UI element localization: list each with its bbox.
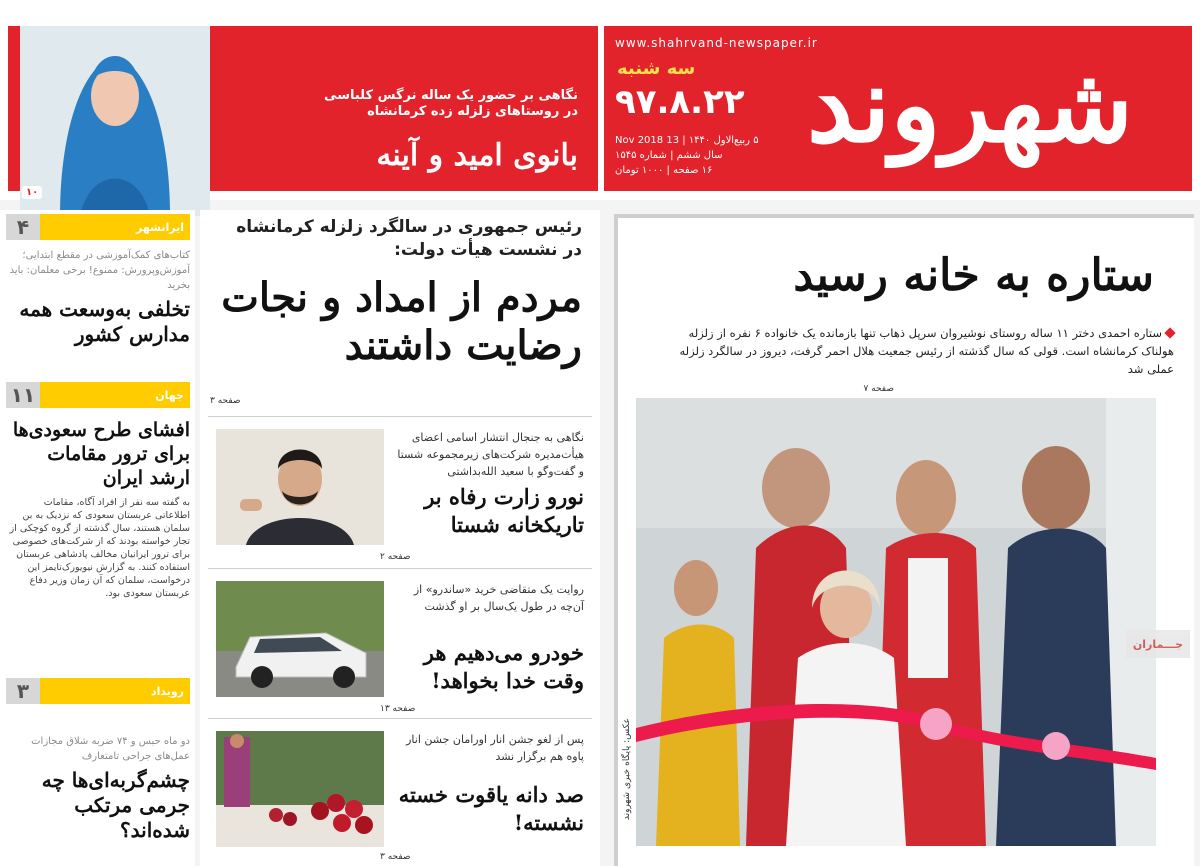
teaser-subtitle-line: نگاهی بر حضور یک ساله نرگس کلباسی [324, 88, 578, 103]
feature-lede-text: ستاره احمدی دختر ۱۱ ساله روستای نوشیروان سرپل ذهاب تنها بازمانده یک خانواده ۶ نفره از زلزله هولناک کرمانشاه است. قولی که سال گذشته از رئیس جمعیت هلال احمر گرفت، دیروز در سالگرد زلزله عملی شد [679, 326, 1174, 376]
story-card[interactable] [208, 416, 592, 566]
section-kicker: دو ماه حبس و ۷۴ ضربه شلاق مجازات عمل‌های جراحی تامتعارف [31, 736, 190, 762]
sidebar-section-world[interactable] [6, 382, 190, 600]
lead-headline-line: رضایت داشتند [344, 322, 582, 369]
man-portrait-image [216, 429, 384, 545]
photo-credit: عکس: پایگاه خبری شهروند [622, 718, 632, 821]
section-header [6, 214, 190, 240]
teaser-photo [20, 26, 210, 216]
lead-headline[interactable] [212, 274, 582, 370]
feature-lede [674, 324, 1174, 378]
story-headline[interactable]: صد دانه یاقوت خسته نشسته! [398, 782, 584, 835]
lead-page-ref[interactable]: صفحه ۳ [210, 396, 241, 406]
story-headline[interactable]: نورو زارت رفاه بر تاریکخانه‌ شستا [424, 484, 584, 537]
main-news-column [200, 210, 600, 866]
watermark: جـــماران [1126, 630, 1190, 658]
section-kicker: کتاب‌های کمک‌آموزشی در مقطع ابتدایی؛ آموزش‌وپرورش: ممنوع! برخی معلمان: باید بخرید [9, 250, 190, 291]
sidebar [0, 210, 195, 866]
price-line: ۱۶ صفحه | ۱۰۰۰ تومان [615, 165, 713, 176]
story-page-ref[interactable]: صفحه ۳ [380, 852, 411, 862]
story-page-ref[interactable]: صفحه ۱۳ [380, 704, 416, 714]
white-car-image [216, 581, 384, 697]
date-line: ۵ ربیع‌الاول ۱۴۴۰ | 13 Nov 2018 [615, 135, 759, 146]
newspaper-logo[interactable]: شهروند [806, 43, 1134, 166]
section-header [6, 382, 190, 408]
lead-headline-line: مردم از امداد و نجات [221, 274, 582, 321]
woman-portrait-image [20, 26, 210, 216]
bullet-icon [1164, 327, 1175, 338]
masthead [0, 0, 1200, 200]
teaser-subtitle [238, 88, 578, 120]
section-headline[interactable]: افشای طرح سعودی‌ها برای ترور مقامات ارشد ایران [12, 419, 190, 489]
section-label: ایرانشهر [136, 220, 184, 234]
feature-headline[interactable]: ستاره به خانه رسید [793, 250, 1154, 301]
lead-kicker-line: در نشست هیأت دولت: [394, 240, 582, 260]
story-page-ref[interactable]: صفحه ۲ [380, 552, 411, 562]
section-headline[interactable]: چشم‌گربه‌ای‌ها چه جرمی مرتکب شده‌اند؟ [41, 768, 190, 842]
day-name: سه شنبه [617, 58, 696, 79]
feature-page-ref[interactable]: صفحه ۷ [863, 384, 894, 394]
story-card[interactable] [208, 718, 592, 866]
section-header [6, 678, 190, 704]
teaser-banner[interactable] [8, 26, 598, 198]
site-url[interactable]: www.shahrvand-newspaper.ir [615, 36, 818, 50]
section-headline[interactable]: تخلفی به‌وسعت همه مدارس کشور [19, 297, 190, 346]
story-headline[interactable]: خودرو می‌دهیم هر وقت خدا بخواهد! [423, 640, 584, 693]
sidebar-section-iranshahr[interactable] [6, 214, 190, 347]
section-page-number: ۳ [6, 678, 40, 704]
sidebar-section-events[interactable] [6, 678, 190, 843]
story-card[interactable] [208, 568, 592, 718]
story-kicker: نگاهی به جنجال انتشار اسامی اعضای هیأت‌مدیره شرکت‌های زیرمجموعه شستا و گفت‌وگو با سعید الله‌بداشتی [397, 431, 584, 478]
section-page-number: ۴ [6, 214, 40, 240]
teaser-title[interactable]: بانوی امید و آینه [376, 138, 578, 173]
story-kicker: روایت یک متقاضی خرید «ساندرو» از آن‌چه در طول یک‌سال بر او گذشت [413, 583, 584, 613]
story-image [216, 581, 384, 697]
section-label: رویداد [150, 684, 184, 698]
issue-number-line: سال ششم | شماره ۱۵۴۵ [615, 150, 723, 161]
story-image [216, 429, 384, 545]
story-image [216, 731, 384, 847]
lead-kicker-line: رئیس جمهوری در سالگرد زلزله کرمانشاه [236, 217, 582, 237]
feature-photo [636, 398, 1156, 846]
section-body: به گفته سه نفر از افراد آگاه، مقامات اطلاعاتی عربستان سعودی که نزدیک به بن سلمان هستند، سال گذشته از گروه کوچکی از تجار خواسته بودند که از شرکت‌های خصوصی برای ترور ایرانیان مخالف پادشاهی عربستان استفاده کنند. به گزارش نیویورک‌تایمز این درخواست، سلمان که آن زمان وزیر دفاع عربستان سعودی بود. [9, 497, 190, 599]
section-label: جهان [155, 388, 184, 402]
teaser-subtitle-line: در روستاهای زلزله زده کرمانشاه [367, 104, 578, 119]
issue-date: ۹۷.۸.۲۲ [615, 82, 745, 122]
pomegranate-market-image [216, 731, 384, 847]
story-kicker: پس از لغو جشن انار اورامان جشن انار پاوه هم برگزار نشد [406, 733, 584, 763]
teaser-page-number: ۱۰ [22, 186, 42, 199]
ribbon-cutting-image [636, 398, 1156, 846]
feature-story[interactable] [614, 214, 1194, 866]
section-page-number: ۱۱ [6, 382, 40, 408]
lead-kicker [222, 216, 582, 262]
